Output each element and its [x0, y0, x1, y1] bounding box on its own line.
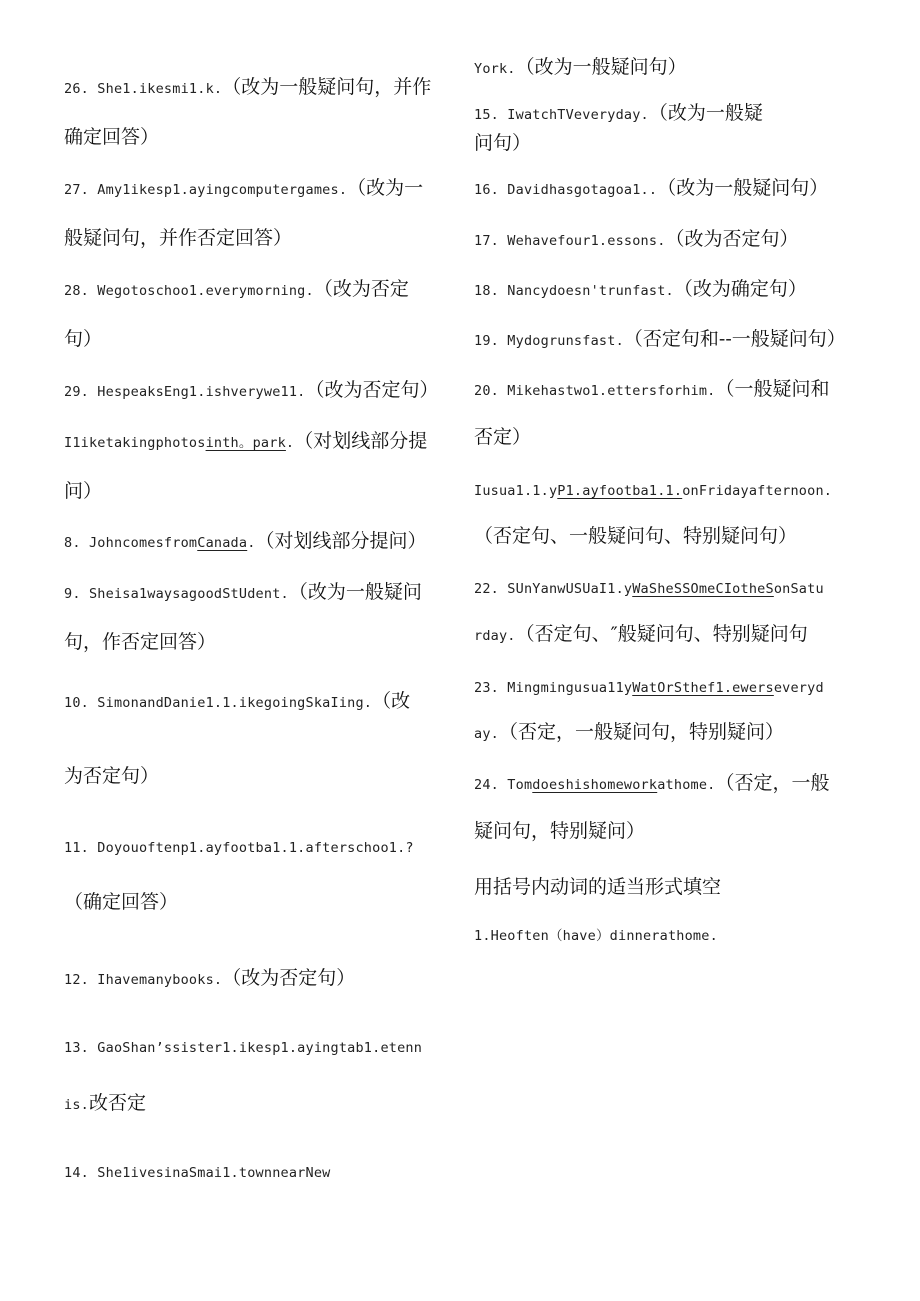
question-20 — [474, 380, 830, 399]
question-23-text-cont: ay. — [474, 726, 499, 742]
question-12-instruction: （改为否定句） — [222, 967, 356, 989]
question-21-underlined: P1.ayfootba1.1. — [557, 483, 683, 499]
question-27-instruction: （改为一 — [347, 177, 424, 199]
question-13-text: 13. GaoShan’ssister1.ikesp1.ayingtab1.etenn — [64, 1040, 423, 1056]
question-14-cont — [474, 58, 687, 77]
question-30-underlined: inth。park — [205, 435, 286, 451]
question-23-text-end: everyd — [773, 680, 824, 696]
question-24-instruction-cont: 疑问句，特别疑问） — [474, 820, 646, 842]
question-30-period: . — [285, 435, 295, 451]
question-22-text-end: onSatu — [773, 581, 824, 597]
fill-question-1: 1.Heoften（have）dinnerathome. — [474, 928, 718, 944]
question-13-text-cont: is. — [64, 1097, 89, 1113]
question-27-instruction-cont: 般疑问句，并作否定回答） — [64, 227, 293, 249]
question-24-text-end: athome. — [657, 777, 716, 793]
question-28 — [64, 280, 409, 299]
question-15-instruction-cont: 问句） — [474, 132, 532, 154]
question-22-text: 22. SUnYanwUSUaI1.y — [474, 581, 633, 597]
question-23-cont — [474, 723, 784, 742]
question-16-text: 16. Davidhasgotagoa1.. — [474, 182, 658, 198]
question-22-instruction: （否定句、″般疑问句、特别疑问句 — [515, 623, 808, 645]
question-20-text: 20. Mikehastwo1.ettersforhim. — [474, 383, 716, 399]
question-16-instruction: （改为一般疑问句） — [657, 177, 829, 199]
question-18 — [474, 280, 807, 299]
question-30-instruction-cont: 问） — [64, 480, 103, 502]
question-8-text: 8. Johncomesfrom — [64, 535, 198, 551]
question-27 — [64, 179, 423, 198]
question-21 — [474, 482, 832, 499]
question-21-instruction: （否定句、一般疑问句、特别疑问句） — [474, 525, 798, 547]
question-27-text: 27. Amy1ikesp1.ayingcomputergames. — [64, 182, 348, 198]
question-12-text: 12. Ihavemanybooks. — [64, 972, 223, 988]
question-8-period: . — [247, 535, 256, 551]
question-23-underlined: WatOrSthef1.ewers — [632, 680, 774, 696]
question-13-cont — [64, 1094, 146, 1113]
question-22-text-cont: rday. — [474, 628, 516, 644]
question-24 — [474, 774, 830, 793]
question-17-text: 17. Wehavefour1.essons. — [474, 233, 666, 249]
question-24-instruction: （否定，一般 — [715, 772, 830, 794]
question-26 — [64, 78, 431, 97]
question-9-text: 9. Sheisa1waysagoodStUdent. — [64, 586, 289, 602]
question-9 — [64, 583, 422, 602]
question-14-instruction: （改为一般疑问句） — [515, 56, 687, 78]
question-26-text: 26. She1.ikesmi1.k. — [64, 81, 223, 97]
question-19 — [474, 330, 846, 349]
question-26-instruction: （改为一般疑问句，并作 — [222, 76, 432, 98]
section-title: 用括号内动词的适当形式填空 — [474, 876, 722, 898]
question-24-underlined: doeshishomework — [532, 777, 658, 793]
question-13-instruction: 改否定 — [88, 1092, 146, 1114]
question-11-instruction: （确定回答） — [64, 891, 179, 913]
question-10 — [64, 692, 410, 711]
question-18-instruction: （改为确定句） — [673, 278, 807, 300]
question-19-text: 19. Mydogrunsfast. — [474, 333, 624, 349]
question-26-instruction-cont: 确定回答） — [64, 126, 160, 148]
question-28-instruction: （改为否定 — [313, 278, 409, 300]
question-20-instruction-cont: 否定） — [474, 426, 532, 448]
question-23 — [474, 679, 824, 696]
question-23-text: 23. Mingmingusua11y — [474, 680, 633, 696]
question-29-instruction: （改为否定句） — [305, 379, 439, 401]
question-11-text: 11. Doyouoftenp1.ayfootba1.1.afterschoo1.? — [64, 840, 414, 856]
question-10-text: 10. SimonandDanie1.1.ikegoingSkaIing. — [64, 695, 373, 711]
question-9-instruction-cont: 句，作否定回答） — [64, 631, 217, 653]
question-16 — [474, 179, 828, 198]
question-17-instruction: （改为否定句） — [665, 228, 799, 250]
question-10-instruction-cont: 为否定句） — [64, 765, 160, 787]
question-12 — [64, 969, 355, 988]
question-15-text: 15. IwatchTVeveryday. — [474, 107, 649, 123]
question-30-instruction: （对划线部分提 — [294, 430, 428, 452]
question-14-text-cont: York. — [474, 61, 516, 77]
question-23-instruction: （否定，一般疑问句，特别疑问） — [498, 721, 784, 743]
question-21-text-end: onFridayafternoon. — [682, 483, 833, 499]
question-30-text: I1iketakingphotos — [64, 435, 206, 451]
question-24-text: 24. Tom — [474, 777, 533, 793]
question-8 — [64, 532, 427, 551]
question-29-text: 29. HespeaksEng1.ishverywe11. — [64, 384, 306, 400]
question-17 — [474, 230, 799, 249]
question-9-instruction: （改为一般疑问 — [288, 581, 422, 603]
right-column — [460, 0, 920, 1301]
question-29 — [64, 381, 439, 400]
question-15 — [474, 104, 763, 123]
question-20-instruction: （一般疑问和 — [715, 378, 830, 400]
question-21-text: Iusua1.1.y — [474, 483, 558, 499]
question-28-instruction-cont: 句） — [64, 328, 103, 350]
question-22 — [474, 580, 824, 597]
question-14-text: 14. She1ivesinaSmai1.townnearNew — [64, 1165, 331, 1181]
question-8-instruction: （对划线部分提问） — [255, 530, 427, 552]
question-15-instruction: （改为一般疑 — [648, 102, 763, 124]
question-19-instruction: （否定句和--一般疑问句） — [623, 328, 846, 350]
question-28-text: 28. Wegotoschoo1.everymorning. — [64, 283, 314, 299]
question-22-underlined: WaSheSSOmeCIotheS — [632, 581, 774, 597]
question-8-underlined: Canada — [197, 535, 248, 551]
question-30 — [64, 432, 427, 451]
question-22-cont — [474, 625, 808, 644]
question-18-text: 18. Nancydoesn'trunfast. — [474, 283, 674, 299]
question-10-instruction: （改 — [372, 690, 411, 712]
